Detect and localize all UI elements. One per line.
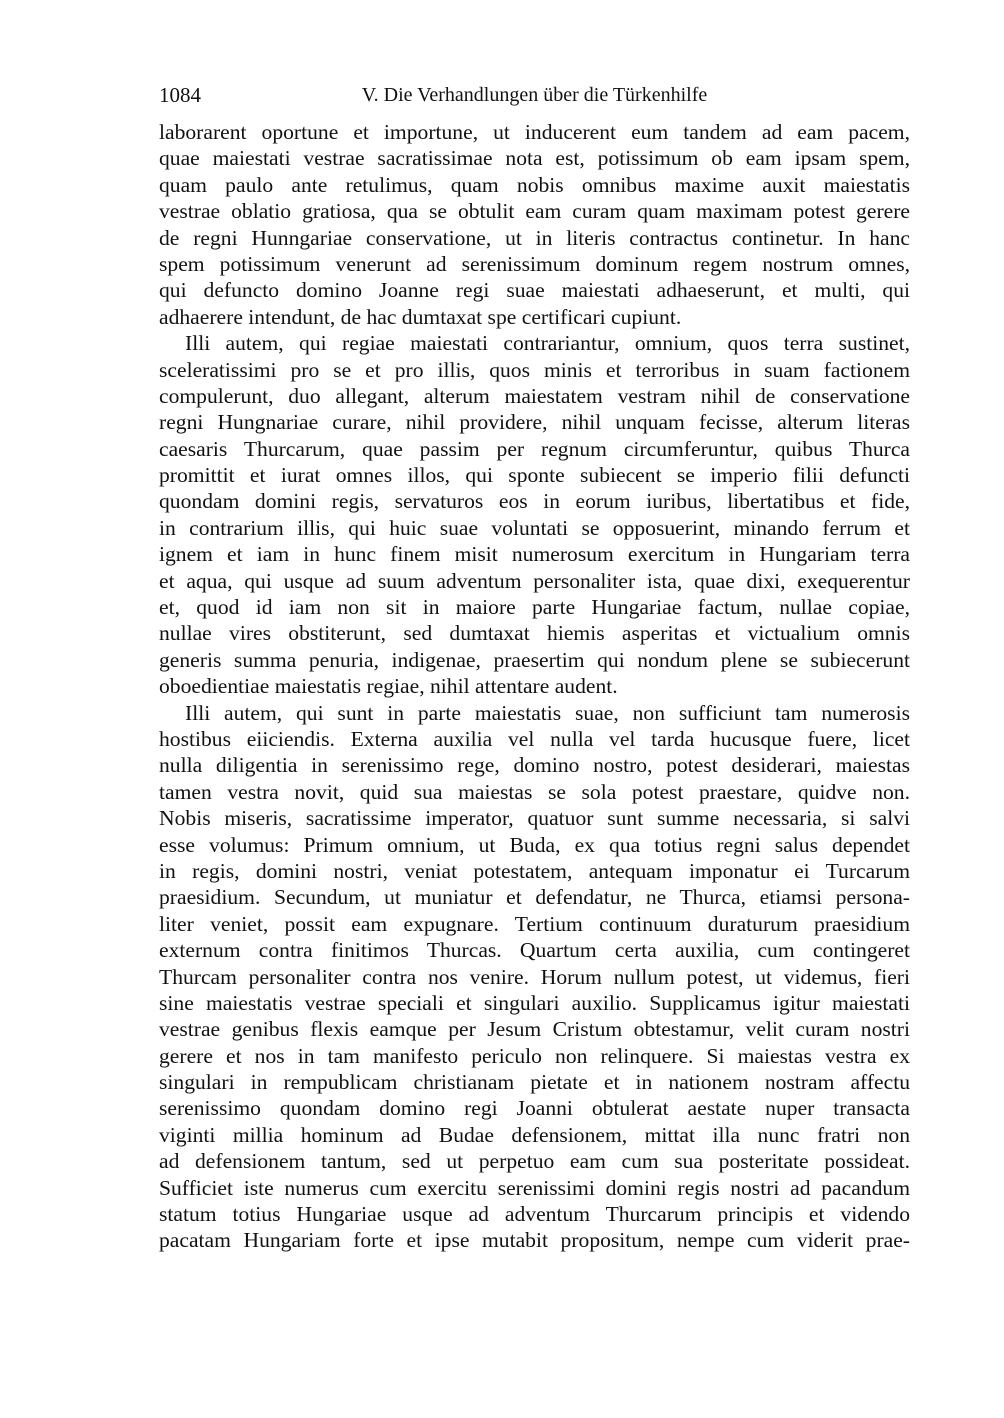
paragraph xyxy=(159,700,910,1254)
text-line: et, quod id iam non sit in maiore parte Hungariae factum, nullae copiae, xyxy=(159,595,910,620)
body-text xyxy=(159,119,910,1254)
text-line: viginti millia hominum ad Budae defensionem, mittat illa nunc fratri non xyxy=(159,1122,910,1147)
page-header xyxy=(159,80,910,110)
text-line: liter veniet, possit eam expugnare. Tertium continuum duraturum praesidium xyxy=(159,911,910,936)
text-line: sceleratissimi pro se et pro illis, quos minis et terroribus in suam factionem xyxy=(159,357,910,382)
text-line: praesidium. Secundum, ut muniatur et defendatur, ne Thurca, etiamsi persona- xyxy=(159,885,910,910)
text-line: ad defensionem tantum, sed ut perpetuo eam cum sua posteritate possideat. xyxy=(159,1149,910,1174)
text-line: externum contra finitimos Thurcas. Quartum certa auxilia, cum contingeret xyxy=(159,938,910,963)
text-line: singulari in rempublicam christianam pietate et in nationem nostram affectu xyxy=(159,1070,910,1095)
text-line: adhaerere intendunt, de hac dumtaxat spe certificari cupiunt. xyxy=(159,304,682,329)
text-line: et aqua, qui usque ad suum adventum personaliter ista, quae dixi, exequerentur xyxy=(159,568,910,593)
text-line: hostibus eiiciendis. Externa auxilia vel nulla vel tarda hucusque fuere, licet xyxy=(159,726,910,751)
text-line: Nobis miseris, sacratissime imperator, quatuor sunt summe necessaria, si salvi xyxy=(159,806,910,831)
text-line: gerere et nos in tam manifesto periculo non relinquere. Si maiestas vestra ex xyxy=(159,1043,910,1068)
text-line: Sufficiet iste numerus cum exercitu serenissimi domini regis nostri ad pacandum xyxy=(159,1175,910,1200)
text-line: in contrarium illis, qui huic suae voluntati se opposuerint, minando ferrum et xyxy=(159,515,910,540)
text-line: regni Hungnariae curare, nihil providere, nihil unquam fecisse, alterum literas xyxy=(159,410,910,435)
running-title: V. Die Verhandlungen über die Türkenhilfe xyxy=(361,84,708,106)
page-number: 1084 xyxy=(159,83,201,107)
text-line: vestrae oblatio gratiosa, qua se obtulit eam curam quam maximam potest gerere xyxy=(159,199,910,224)
text-line: esse volumus: Primum omnium, ut Buda, ex qua totius regni salus dependet xyxy=(159,832,910,857)
text-line: Illi autem, qui regiae maiestati contrariantur, omnium, quos terra sustinet, xyxy=(185,331,910,356)
text-line: tamen vestra novit, quid sua maiestas se sola potest praestare, quidve non. xyxy=(159,779,910,804)
text-line: de regni Hunngariae conservatione, ut in literis contractus continetur. In hanc xyxy=(159,225,910,250)
paragraph xyxy=(159,330,910,699)
text-line: ignem et iam in hunc finem misit numerosum exercitum in Hungariam terra xyxy=(159,542,910,567)
text-line: Illi autem, qui sunt in parte maiestatis suae, non sufficiunt tam numerosis xyxy=(185,700,910,725)
text-line: laborarent oportune et importune, ut inducerent eum tandem ad eam pacem, xyxy=(159,120,910,144)
text-line: quae maiestati vestrae sacratissimae nota est, potissimum ob eam ipsam spem, xyxy=(159,146,910,171)
text-line: spem potissimum venerunt ad serenissimum dominum regem nostrum omnes, xyxy=(159,251,910,276)
text-line: quondam domini regis, servaturos eos in eorum iuribus, libertatibus et fide, xyxy=(159,489,910,514)
text-line: in regis, domini nostri, veniat potestatem, antequam imponatur ei Turcarum xyxy=(159,858,910,883)
text-line: Thurcam personaliter contra nos venire. Horum nullum potest, ut videmus, fieri xyxy=(159,964,910,989)
text-line: caesaris Thurcarum, quae passim per regnum circumferuntur, quibus Thurca xyxy=(159,436,910,461)
text-line: nulla diligentia in serenissimo rege, domino nostro, potest desiderari, maiestas xyxy=(159,753,910,778)
text-line: pacatam Hungariam forte et ipse mutabit propositum, nempe cum viderit prae- xyxy=(159,1228,910,1253)
text-line: promittit et iurat omnes illos, qui sponte subiecent se imperio filii defuncti xyxy=(159,463,910,488)
text-line: nullae vires obstiterunt, sed dumtaxat hiemis asperitas et victualium omnis xyxy=(159,621,910,646)
text-line: quam paulo ante retulimus, quam nobis omnibus maxime auxit maiestatis xyxy=(159,172,910,197)
paragraph xyxy=(159,119,910,330)
text-line: statum totius Hungariae usque ad adventum Thurcarum principis et videndo xyxy=(159,1202,910,1227)
text-line: compulerunt, duo allegant, alterum maiestatem vestram nihil de conservatione xyxy=(159,383,910,408)
text-line: vestrae genibus flexis eamque per Jesum Cristum obtestamur, velit curam nostri xyxy=(159,1017,910,1042)
text-line: qui defuncto domino Joanne regi suae maiestati adhaeserunt, et multi, qui xyxy=(159,278,910,303)
text-line: oboedientiae maiestatis regiae, nihil attentare audent. xyxy=(159,674,618,699)
text-line: serenissimo quondam domino regi Joanni obtulerat aestate nuper transacta xyxy=(159,1096,910,1121)
text-line: sine maiestatis vestrae speciali et singulari auxilio. Supplicamus igitur maiestati xyxy=(159,990,910,1015)
text-line: generis summa penuria, indigenae, praesertim qui nondum plene se subiecerunt xyxy=(159,647,910,672)
